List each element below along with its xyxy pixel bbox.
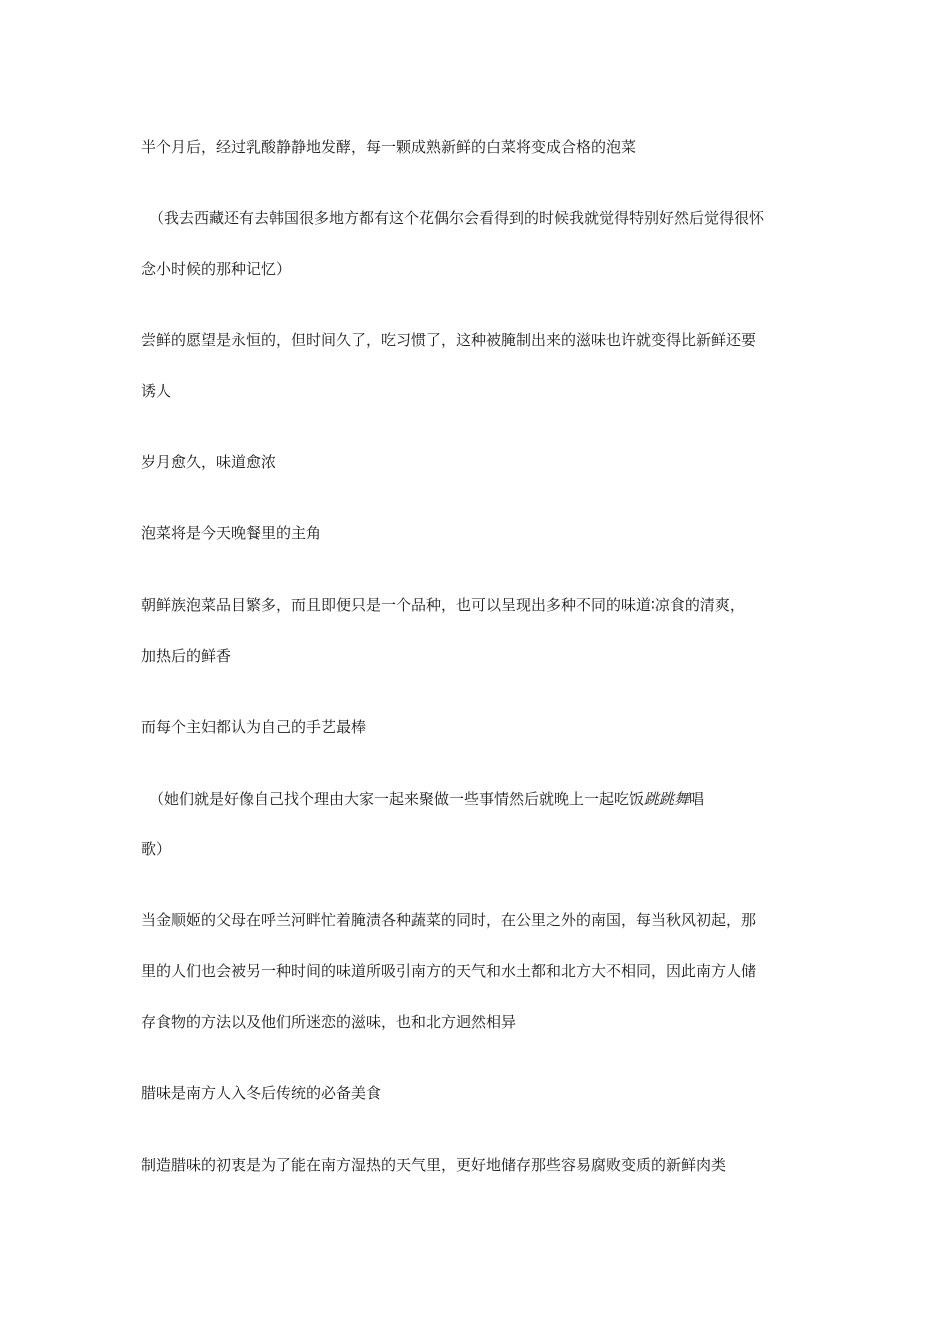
paragraph-line: [149, 789, 829, 809]
paragraph-line: 制造腊味的初衷是为了能在南方湿热的天气里，更好地储存那些容易腐败变质的新鲜肉类: [141, 1156, 727, 1174]
italic-segment: 跳跳舞: [644, 790, 690, 808]
paragraph-line: 诱人: [141, 382, 172, 400]
paragraph-line: 岁月愈久，味道愈浓: [141, 453, 277, 471]
paragraph-line: 歌）: [141, 840, 172, 858]
paragraph-line: 泡菜将是今天晚餐里的主角: [141, 524, 322, 542]
line-segment: 唱: [689, 790, 705, 808]
line-segment: （她们就是好像自己找个理由大家一起来聚做一些事情然后就晚上一起吃饭: [149, 790, 645, 808]
paragraph-line: 加热后的鲜香: [141, 647, 232, 665]
paragraph-line: 半个月后，经过乳酸静静地发酵，每一颗成熟新鲜的白菜将变成合格的泡菜: [141, 138, 637, 156]
paragraph-line: 朝鲜族泡菜品目繁多，而且即便只是一个品种，也可以呈现出多种不同的味道∶凉食的清爽，: [141, 596, 745, 614]
paragraph-line: 存食物的方法以及他们所迷恋的滋味，也和北方迥然相异: [141, 1013, 517, 1031]
paragraph-line: 而每个主妇都认为自己的手艺最棒: [141, 718, 367, 736]
paragraph-line: 腊味是南方人入冬后传统的必备美食: [141, 1084, 382, 1102]
paragraph-line: （我去西藏还有去韩国很多地方都有这个花偶尔会看得到的时候我就觉得特别好然后觉得很怀: [149, 209, 765, 227]
paragraph-line: 尝鲜的愿望是永恒的，但时间久了，吃习惯了，这种被腌制出来的滋味也许就变得比新鲜还要: [141, 331, 757, 349]
paragraph-line: 当金顺姬的父母在呼兰河畔忙着腌渍各种蔬菜的同时，在公里之外的南国，每当秋风初起，那: [141, 911, 757, 929]
paragraph-line: 里的人们也会被另一种时间的味道所吸引南方的天气和水土都和北方大不相同，因此南方人储: [141, 962, 757, 980]
paragraph-line: 念小时候的那种记忆）: [141, 260, 292, 278]
